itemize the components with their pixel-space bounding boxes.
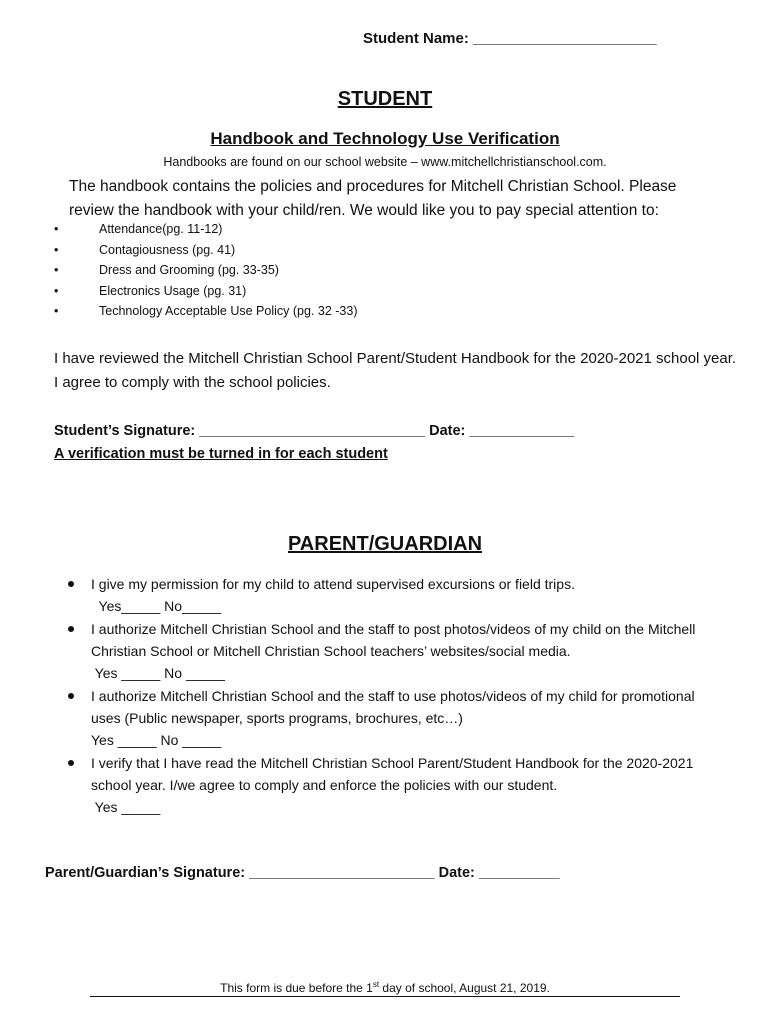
consent-text: I authorize Mitchell Christian School and the staff to use photos/videos of my child for promotional uses (Public newspaper, sports programs, brochures, etc…) [91, 688, 695, 726]
bullet-icon [68, 693, 74, 699]
consent-item [0, 685, 770, 751]
parent-signature-line: Parent/Guardian’s Signature: _______________________ Date: __________ [45, 865, 560, 881]
yes-no-answer: Yes_____ No_____ [91, 598, 222, 614]
verification-note: A verification must be turned in for each student [54, 446, 388, 462]
student-section-title: STUDENT [337, 88, 433, 110]
consent-item [0, 573, 770, 617]
intro-paragraph: The handbook contains the policies and procedures for Mitchell Christian School. Please review the handbook with your child/ren. We would like you to pay special attention to: [69, 178, 677, 219]
bullet-icon [68, 581, 74, 587]
consent-item [0, 752, 770, 818]
review-statement: I have reviewed the Mitchell Christian School Parent/Student Handbook for the 2020-2021 school year. I agree to comply with the school policies. [54, 350, 737, 391]
student-name-field: Student Name: ______________________ [363, 30, 657, 47]
parent-section-title: PARENT/GUARDIAN [287, 533, 483, 555]
verification-subtitle: Handbook and Technology Use Verification [210, 129, 560, 148]
website-note: Handbooks are found on our school website – www.mitchellchristianschool.com. [163, 155, 607, 169]
consent-text: I authorize Mitchell Christian School and the staff to post photos/videos of my child on the Mitchell Christian School or Mitchell Christian School teachers’ websites/social media. [91, 621, 696, 659]
due-date-footer: This form is due before the 1st day of school, August 21, 2019. [90, 980, 680, 997]
bullet-icon [68, 626, 74, 632]
bullet-icon [68, 760, 74, 766]
yes-no-answer: Yes _____ No _____ [91, 732, 222, 748]
student-signature-line: Student’s Signature: ____________________________ Date: _____________ [54, 423, 575, 439]
bullet-icon: • [54, 222, 59, 236]
parent-consent-list [0, 573, 770, 819]
consent-item [0, 618, 770, 684]
yes-no-answer: Yes _____ [91, 799, 161, 815]
bullet-icon: • [54, 304, 59, 318]
consent-text: I verify that I have read the Mitchell Christian School Parent/Student Handbook for the 2020-2021 school year. I/we agree to comply and enforce the policies with our student. [91, 755, 694, 793]
yes-no-answer: Yes _____ No _____ [91, 665, 225, 681]
bullet-icon: • [54, 263, 59, 277]
consent-text: I give my permission for my child to attend supervised excursions or field trips. [91, 576, 575, 592]
bullet-icon: • [54, 283, 59, 298]
bullet-icon: • [54, 242, 59, 257]
